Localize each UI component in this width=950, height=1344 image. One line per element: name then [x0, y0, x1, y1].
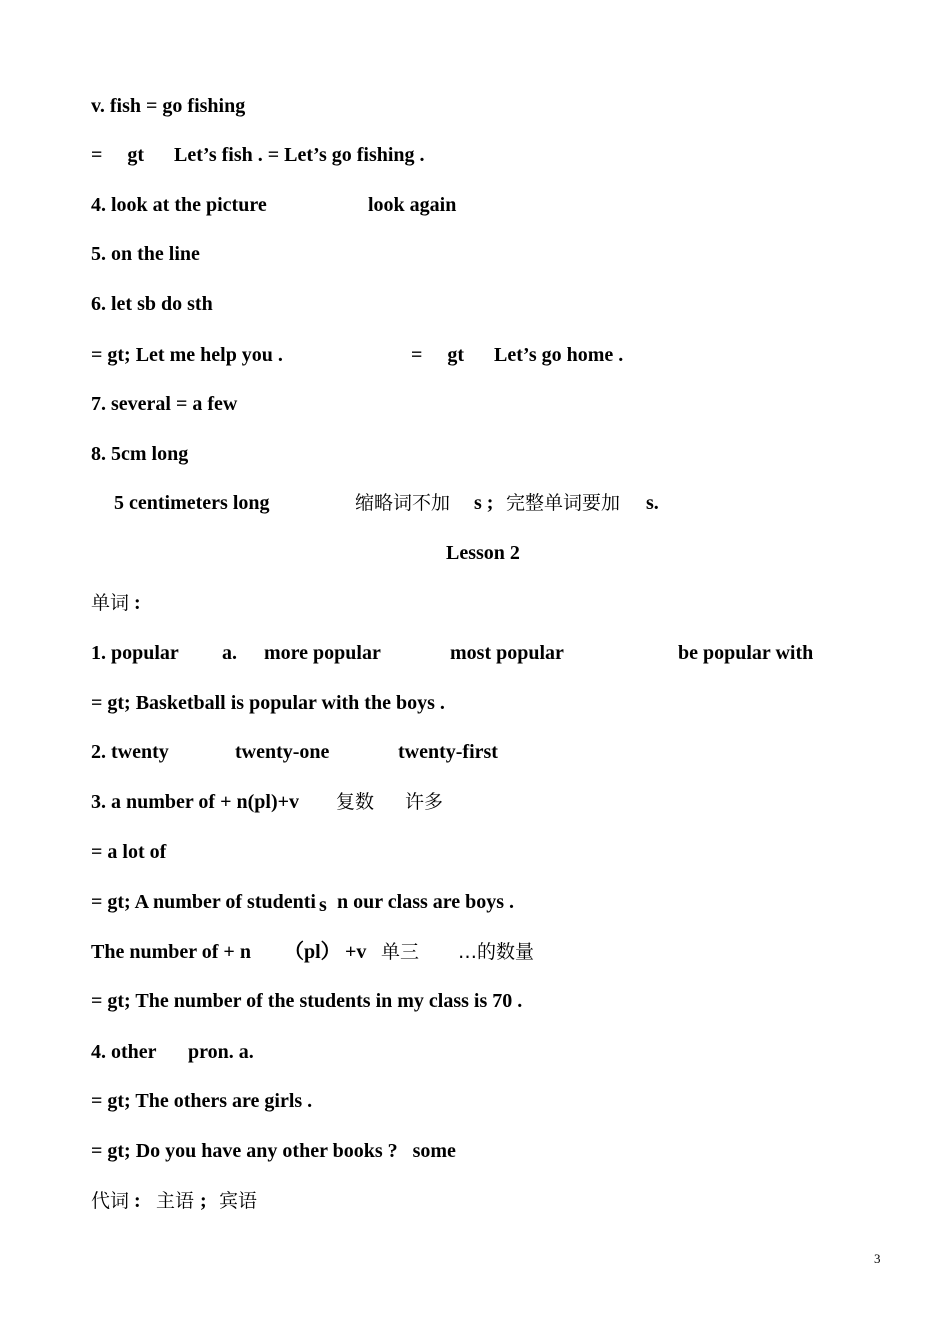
text-line: 缩略词不加 [355, 492, 457, 514]
text-line: 主语 [156, 1190, 195, 1212]
text-line: 5 centimeters long [114, 492, 270, 514]
text-line: 复数 [336, 791, 375, 813]
text-line: 1. popular [91, 642, 179, 664]
section-heading: Lesson 2 [446, 542, 520, 564]
text-line: twenty-one [235, 741, 330, 763]
text-line: = gt Let’s go home . [411, 344, 624, 366]
text-line: a. [222, 642, 237, 664]
text-line: 4. look at the picture [91, 194, 267, 216]
text-line: = gt; Do you have any other books ? some [91, 1140, 456, 1162]
text-line: = a lot of [91, 841, 167, 863]
text-line: 4. other [91, 1041, 157, 1063]
text-line: ; [200, 1190, 212, 1212]
text-line: = gt; A number of studenti [91, 891, 316, 913]
text-line: 6. let sb do sth [91, 293, 213, 315]
text-line: s ; [474, 492, 499, 514]
text-line: 5. on the line [91, 243, 200, 265]
text-line: most popular [450, 642, 564, 664]
text-line: pron. a. [188, 1041, 254, 1063]
text-line: = gt; The number of the students in my class is 70 . [91, 990, 523, 1012]
text-line: 单词 [91, 592, 130, 614]
text-line: 3. a number of + n(pl)+v [91, 791, 299, 813]
page-number: 3 [874, 1251, 881, 1266]
text-line: …的数量 [458, 941, 535, 963]
text-line: = gt; Let me help you . [91, 344, 283, 366]
text-line: s. [646, 492, 659, 514]
text-line: twenty-first [398, 741, 498, 763]
text-line: （pl） [284, 941, 341, 963]
text-line: s [319, 894, 327, 916]
text-line: = gt Let’s fish . = Let’s go fishing . [91, 144, 425, 166]
text-line: 宾语 [219, 1190, 258, 1212]
text-line: more popular [264, 642, 381, 664]
text-line: = gt; Basketball is popular with the boys . [91, 692, 445, 714]
text-line: 8. 5cm long [91, 443, 189, 465]
text-line: n our class are boys . [337, 891, 515, 913]
text-line: : [134, 1190, 146, 1212]
text-line: : [134, 592, 141, 614]
text-line: 完整单词要加 [506, 492, 627, 514]
text-line: be popular with [678, 642, 814, 664]
text-line: 许多 [405, 791, 444, 813]
text-line: 单三 [381, 941, 420, 963]
text-line: 2. twenty [91, 741, 169, 763]
text-line: 代词 [91, 1190, 130, 1212]
text-line: look again [368, 194, 457, 216]
text-line: The number of + n [91, 941, 251, 963]
text-line: +v [345, 941, 367, 963]
text-line: v. fish = go fishing [91, 95, 246, 117]
text-line: = gt; The others are girls . [91, 1090, 313, 1112]
text-line: 7. several = a few [91, 393, 238, 415]
